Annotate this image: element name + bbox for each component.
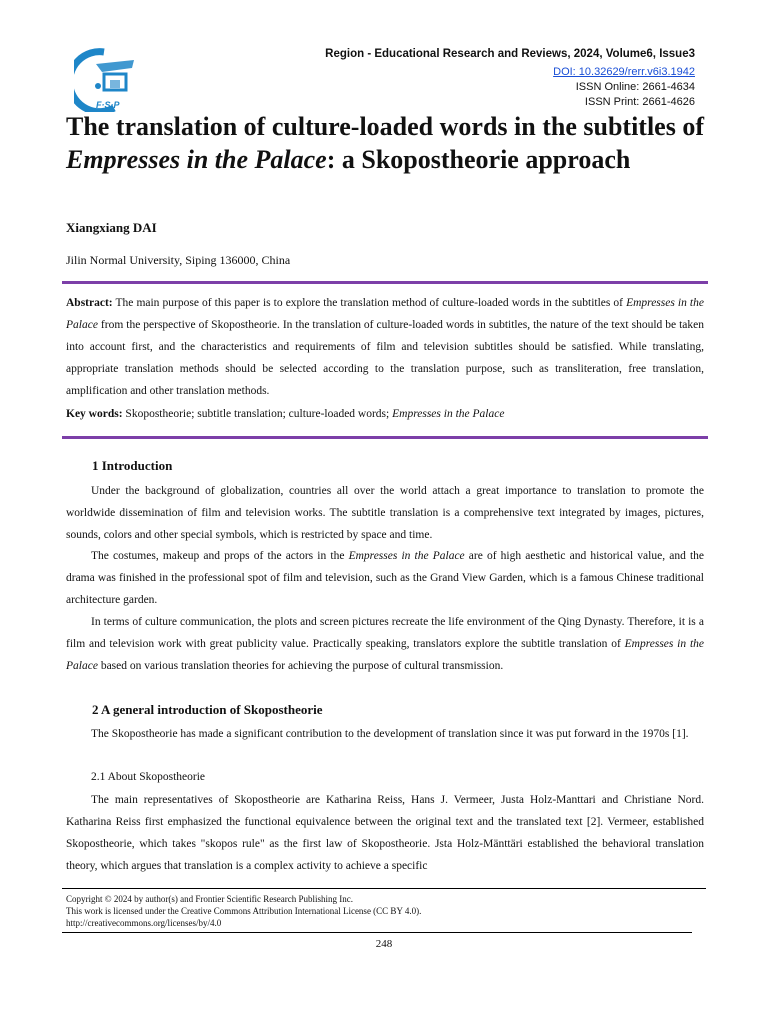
abstract: Abstract: The main purpose of this paper is to explore the translation method of culture-loaded words in the subtitles of Empresses in the Palace from the perspective of Skopostheorie. In the translation of culture-loaded words in subtitles, the nature of the text should be taken into account first, and the characteristics and requirements of film and television subtitles should be satisfied. While translating, appropriate translation methods should be selected according to the translation purpose, such as transliteration, free translation, amplification and other translation methods. (66, 297, 704, 397)
publisher-logo (74, 46, 156, 112)
journal-citation: Region - Educational Research and Reviews, 2024, Volume6, Issue3 (325, 48, 695, 60)
paragraph: The Skopostheorie has made a significant contribution to the development of translation since it was put forward in the 1970s [1]. (91, 728, 689, 740)
logo-text: F·S·P (96, 100, 120, 110)
doi-link[interactable]: DOI: 10.32629/rerr.v6i3.1942 (553, 66, 695, 78)
copyright-text: Copyright © 2024 by author(s) and Frontier Scientific Research Publishing Inc. (66, 894, 354, 904)
keywords: Key words: Skopostheorie; subtitle translation; culture-loaded words; Empresses in the Palace (66, 408, 505, 420)
issn-online: ISSN Online: 2661-4634 (575, 81, 695, 93)
license-footnote (66, 893, 421, 929)
footer-divider (62, 888, 706, 889)
top-divider (62, 281, 708, 284)
section-heading-skopostheorie: 2 A general introduction of Skopostheorie (92, 702, 323, 717)
footer-divider-bottom (62, 932, 692, 933)
subsection-heading: 2.1 About Skopostheorie (91, 771, 206, 783)
license-url[interactable]: http://creativecommons.org/licenses/by/4.0 (66, 918, 222, 928)
issn-print: ISSN Print: 2661-4626 (584, 96, 695, 108)
paper-title: The translation of culture-loaded words in the subtitles of Empresses in the Palace: a Skopostheorie approach (66, 112, 704, 174)
license-text: This work is licensed under the Creative Commons Attribution International License (CC BY 4.0). (66, 906, 422, 916)
paragraph: In terms of culture communication, the plots and screen pictures recreate the life environment of the Qing Dynasty. Therefore, it is a film and television work with great publicity value. Practically speaking, translators explore the subtitle translation of Empresses in the Palace based on various translation theories for achieving the purpose of cultural transmission. (66, 616, 704, 672)
paragraph: Under the background of globalization, countries all over the world attach a great importance to translation to promote the worldwide dissemination of film and television works. The subtitle translation is a comprehensive text integrated by images, pictures, sounds, colors and other special symbols, which is restricted by space and time. (66, 485, 704, 541)
paragraph: The costumes, makeup and props of the actors in the Empresses in the Palace are of high aesthetic and historical value, and the drama was finished in the professional spot of film and television, such as the Grand View Garden, which is a famous Chinese traditional architecture garden. (66, 550, 704, 606)
paragraph: The main representatives of Skopostheorie are Katharina Reiss, Hans J. Vermeer, Justa Holz-Manttari and Christiane Nord. Katharina Reiss first emphasized the functional equivalence between the original text and the translated text [2]. Vermeer, established Skopostheorie, which takes "skopos rule" as the first law of Skopostheorie. Jsta Holz-Mänttäri established the behavioral translation theory, which argues that translation is a complex activity to achieve a specific (66, 794, 704, 872)
author-affiliation: Jilin Normal University, Siping 136000, China (66, 253, 291, 267)
abstract-divider (62, 436, 708, 439)
page-number: 248 (375, 938, 393, 950)
section-heading-introduction: 1 Introduction (92, 458, 173, 473)
author-name: Xiangxiang DAI (66, 220, 157, 235)
